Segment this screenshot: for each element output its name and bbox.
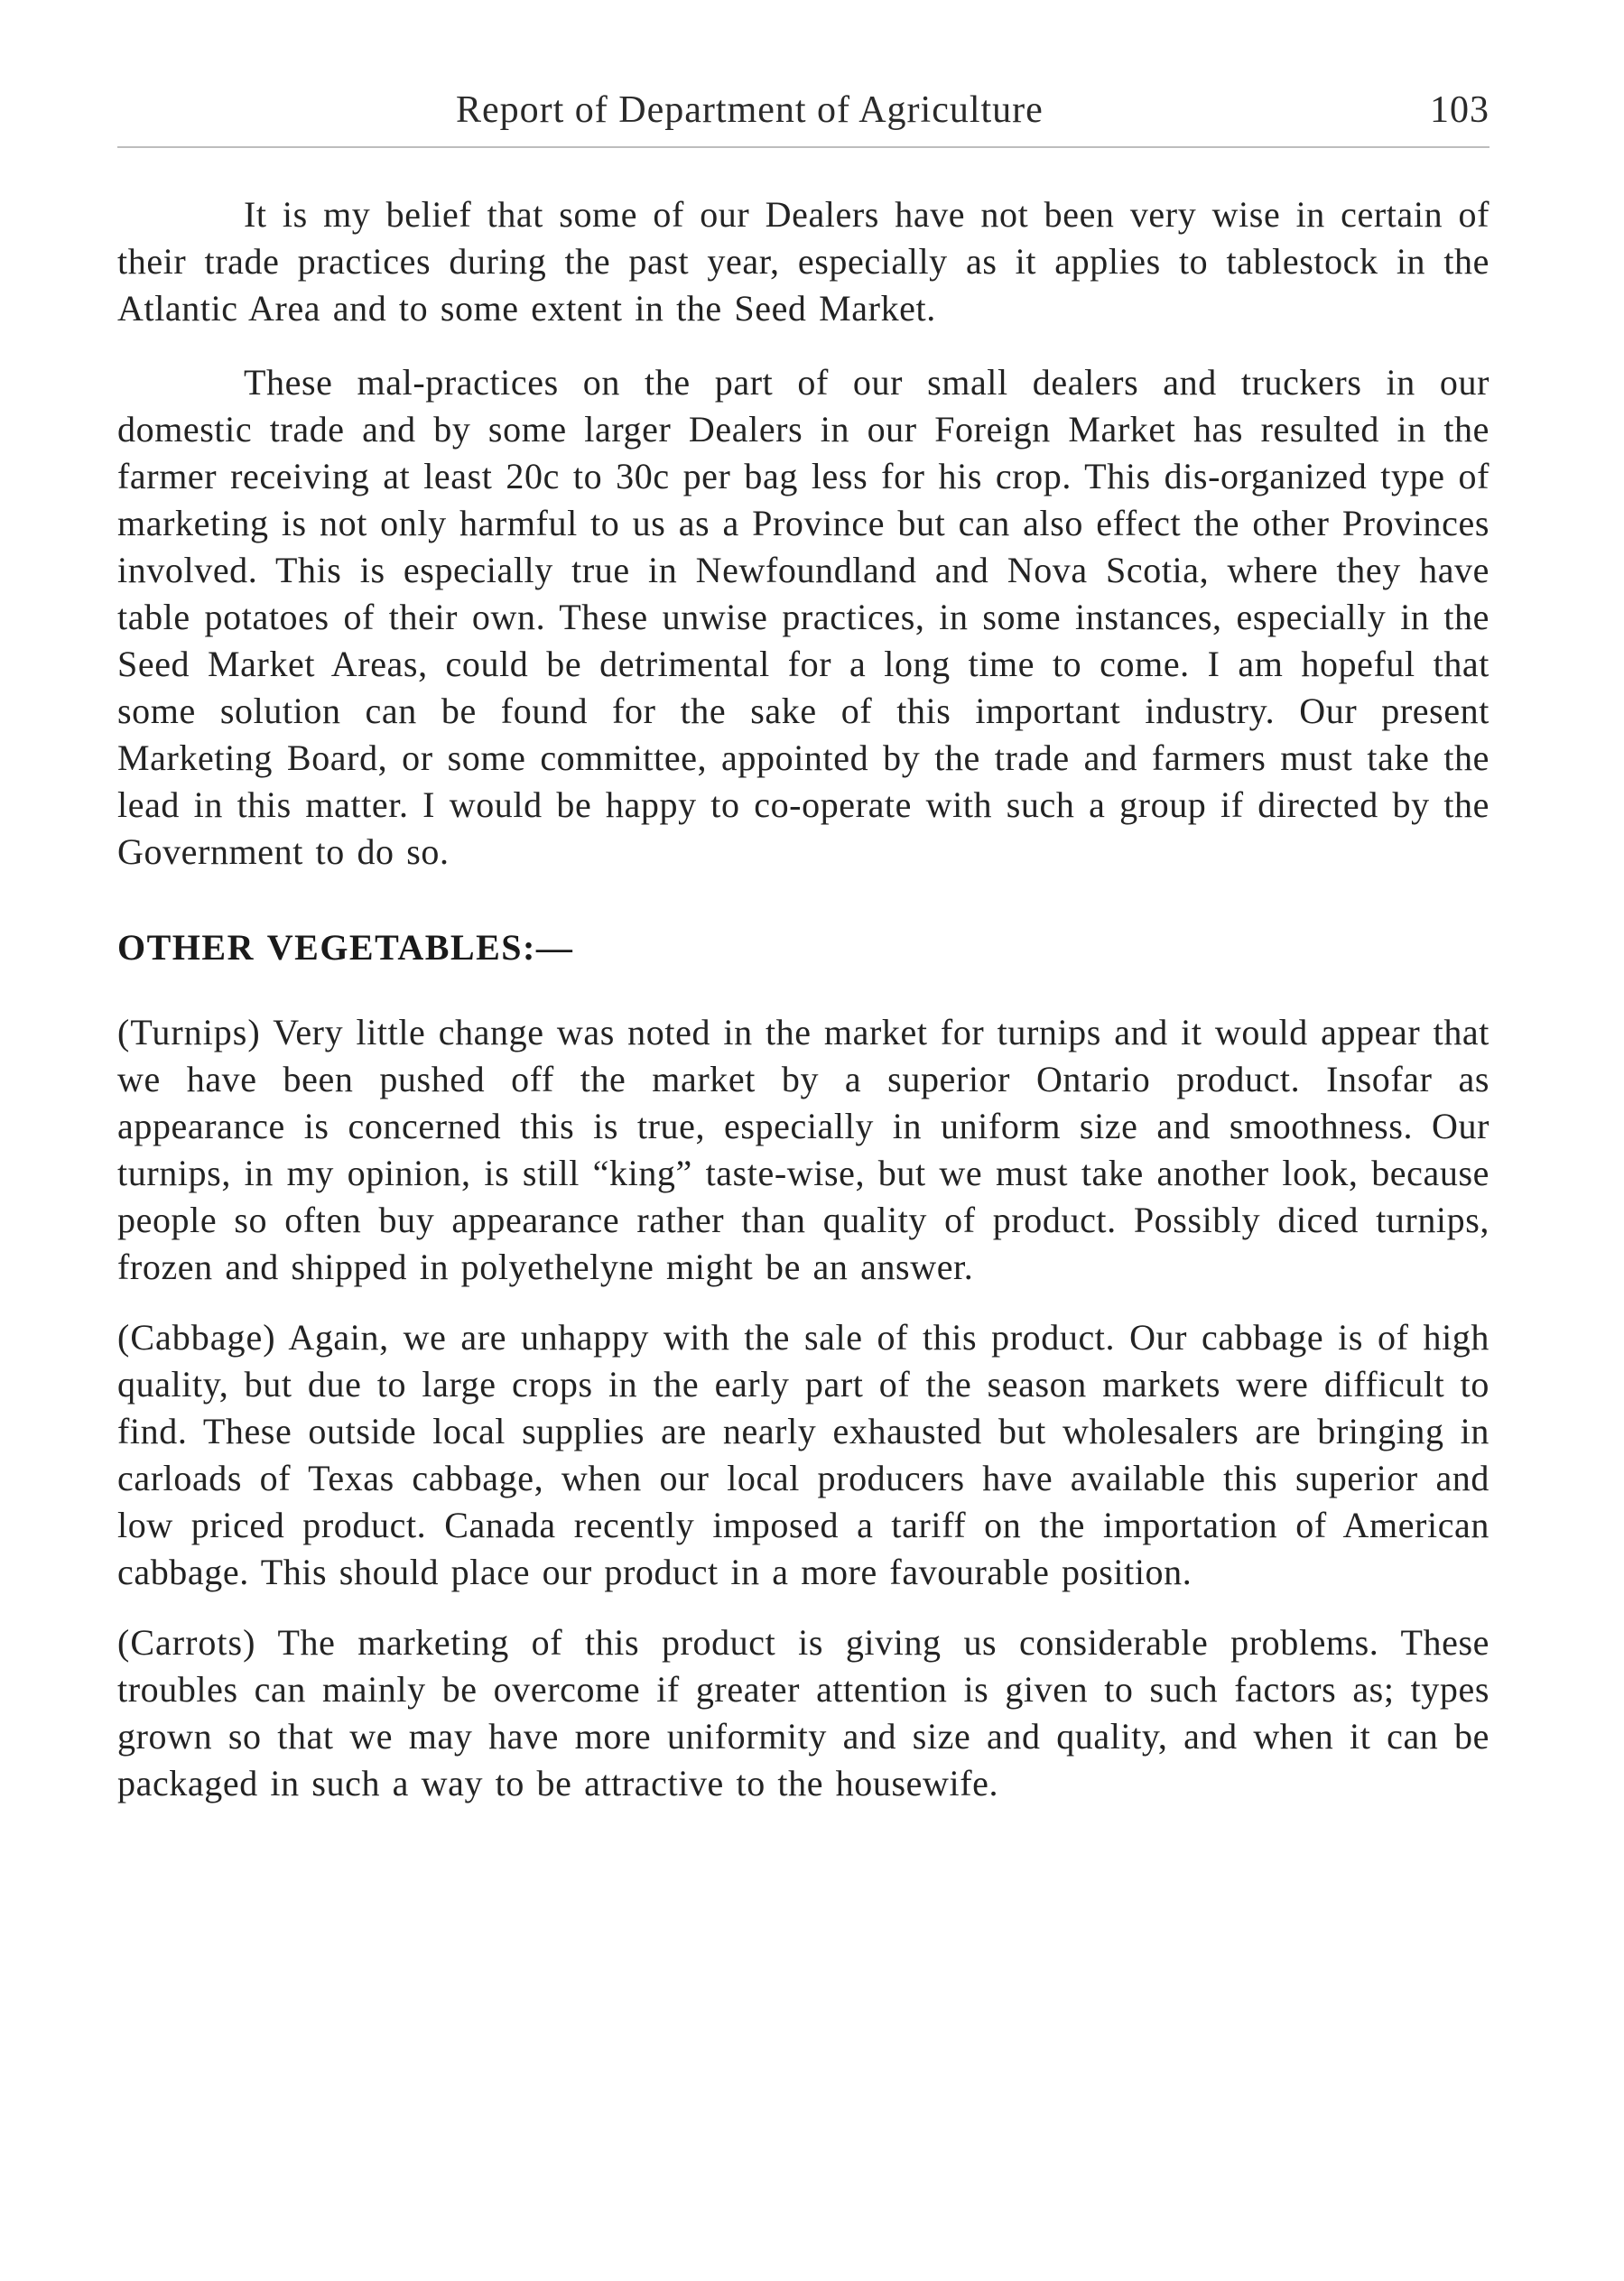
entry-label: (Cabbage) xyxy=(117,1317,276,1358)
header-rule xyxy=(117,146,1489,148)
running-title: Report of Department of Agriculture xyxy=(456,89,1044,131)
body-paragraph: These mal-practices on the part of our small dealers and truckers in our domestic trade and by some larger Dealers in our Foreign Market has resulted in the farmer receiving at least 20c to 30c per bag less for his crop. This dis-organized type of marketing is not only harmful to us as a Province but can also effect the other Provinces involved. This is especially true in Newfoundland and Nova Scotia, where they have table potatoes of their own. These unwise practices, in some instances, especially in the Seed Market Areas, could be detrimental for a long time to come. I am hopeful that some solution can be found for the sake of this important industry. Our present Marketing Board, or some committee, appointed by the trade and farmers must take the lead in this matter. I would be happy to co-operate with such a group if directed by the Government to do so. xyxy=(117,362,1489,872)
entry-text: The marketing of this product is giving us considerable problems. These troubles can mainly be overcome if greater attention is given to such factors as; types grown so that we may have more uniformity and size and quality, and when it can be packaged in such a way to be attractive to the housewife. xyxy=(117,1622,1489,1803)
entry-text: Very little change was noted in the market for turnips and it would appear that we have been pushed off the market by a superior Ontario product. Insofar as appearance is concerned this is true, especially in uniform size and smoothness. Our turnips, in my opinion, is still “king” taste-wise, but we must take another look, because people so often buy appearance rather than quality of product. Possibly diced turnips, frozen and shipped in polyethelyne might be an answer. xyxy=(117,1012,1489,1287)
document-body xyxy=(117,191,1489,1831)
section-heading: OTHER VEGETABLES:— xyxy=(117,927,574,968)
body-paragraph: It is my belief that some of our Dealers have not been very wise in certain of their trade practices during the past year, especially as it applies to tablestock in the Atlantic Area and to some extent in the Seed Market. xyxy=(117,194,1489,329)
page-number: 103 xyxy=(1430,89,1489,131)
entry-label: (Carrots) xyxy=(117,1622,256,1663)
section-entry-turnips xyxy=(117,1009,1489,1291)
entry-text: Again, we are unhappy with the sale of this product. Our cabbage is of high quality, but due to large crops in the early part of the season markets were difficult to find. These outside local supplies are nearly exhausted but wholesalers are bringing in carloads of Texas cabbage, when our local producers have available this superior and low priced product. Canada recently imposed a tariff on the importation of American cabbage. This should place our product in a more favourable position. xyxy=(117,1317,1489,1592)
section-entry-cabbage xyxy=(117,1314,1489,1596)
entry-label: (Turnips) xyxy=(117,1012,261,1052)
section-entry-carrots xyxy=(117,1619,1489,1807)
running-header xyxy=(117,88,1489,144)
